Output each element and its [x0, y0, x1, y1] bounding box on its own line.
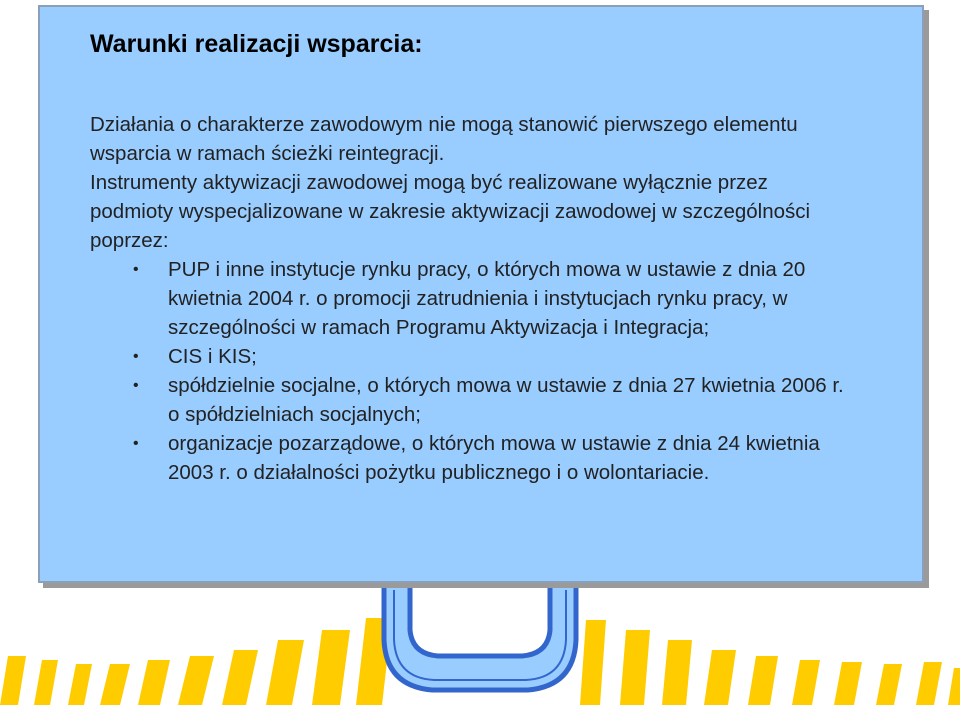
stripe [704, 650, 736, 705]
list-item [90, 371, 850, 429]
list-item [90, 429, 850, 487]
stripe [178, 656, 214, 705]
stripe [834, 662, 862, 705]
list-item-text: PUP i inne instytucje rynku pracy, o których mowa w ustawie z dnia 20 kwietnia 2004 r. o promocji zatrudnienia i instytucjach rynku pracy, w szczególności w ramach Programu Aktywizacja i Integracja; [168, 258, 806, 339]
bullet-list [90, 255, 850, 487]
stripe [620, 630, 650, 705]
stripe [662, 640, 692, 705]
stripe [876, 664, 902, 705]
bullet-icon: • [133, 261, 139, 278]
list-item-text: spółdzielnie socjalne, o których mowa w ustawie z dnia 27 kwietnia 2006 r. o spółdzielniach socjalnych; [168, 374, 844, 426]
stripe [266, 640, 304, 705]
paragraph: Działania o charakterze zawodowym nie mogą stanowić pierwszego elementu wsparcia w ramach ścieżki reintegracji. [90, 113, 798, 165]
slide-body [90, 110, 850, 487]
list-item [90, 342, 850, 371]
stripe [792, 660, 820, 705]
paragraph: Instrumenty aktywizacji zawodowej mogą być realizowane wyłącznie przez podmioty wyspecjalizowane w zakresie aktywizacji zawodowej w szczególności poprzez: [90, 171, 811, 252]
list-item-text: organizacje pozarządowe, o których mowa w ustawie z dnia 24 kwietnia 2003 r. o działalności pożytku publicznego i o wolontariacie. [168, 432, 820, 484]
stripe [34, 660, 58, 705]
bullet-icon: • [133, 348, 139, 365]
bullet-icon: • [133, 377, 139, 394]
slide-title: Warunki realizacji wsparcia: [90, 30, 423, 58]
stripe [312, 630, 350, 705]
stripe [222, 650, 258, 705]
stripe [916, 662, 942, 705]
list-item-text: CIS i KIS; [168, 345, 257, 368]
stripe [100, 664, 130, 705]
list-item [90, 255, 850, 342]
stripe [748, 656, 778, 705]
bullet-icon: • [133, 435, 139, 452]
stripe [68, 664, 92, 705]
stripe [138, 660, 170, 705]
stripe [580, 620, 606, 705]
stripe [948, 668, 960, 705]
stripe [0, 656, 26, 705]
